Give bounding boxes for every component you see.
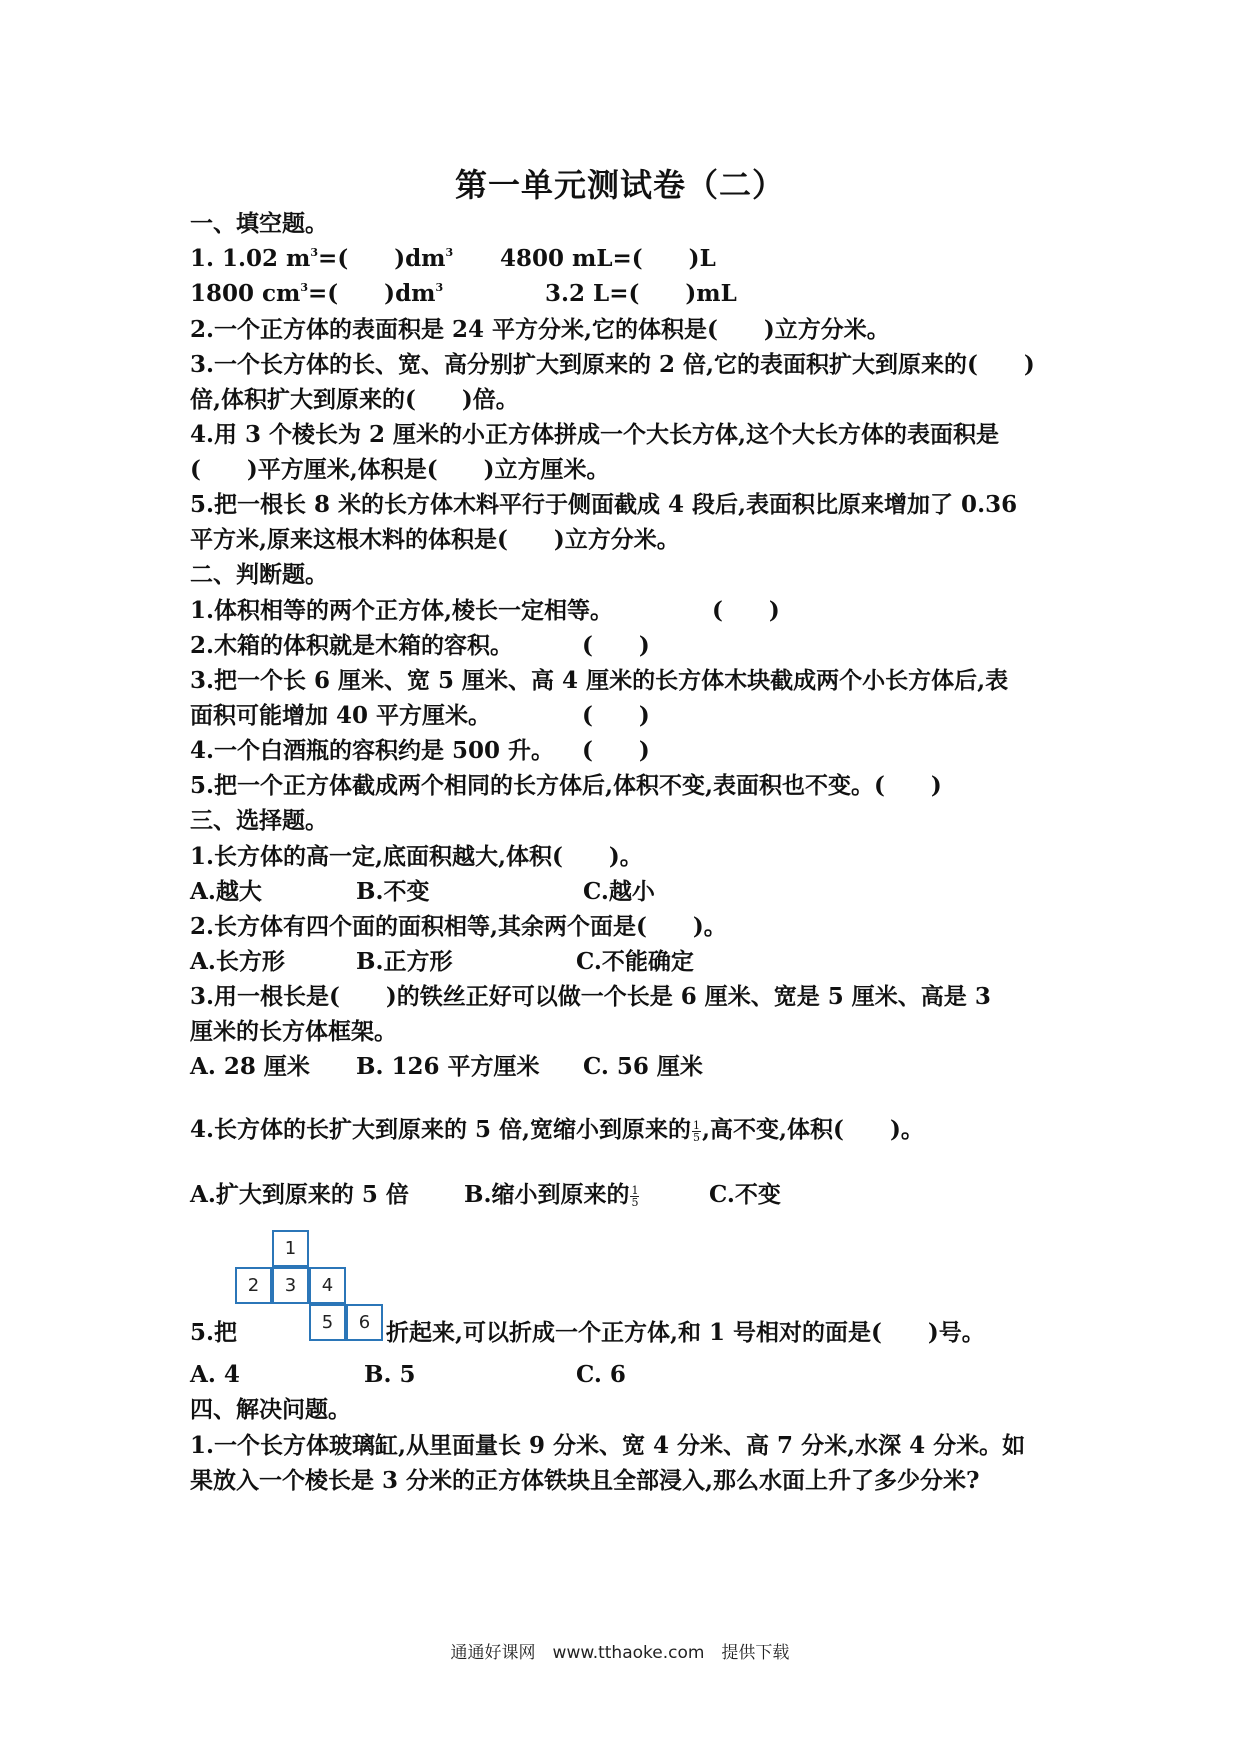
judge-q2-blank: ( ) (582, 632, 650, 659)
section-1-heading: 一、填空题。 (190, 210, 328, 237)
section-4-heading: 四、解决问题。 (190, 1396, 351, 1423)
choice-q3-line2: 厘米的长方体框架。 (190, 1018, 397, 1045)
fill-q2: 2.一个正方体的表面积是 24 平方分米,它的体积是( )立方分米。 (190, 316, 890, 343)
choice-q2-option-b: B.正方形 (356, 948, 453, 975)
judge-q2: 2.木箱的体积就是木箱的容积。 (190, 632, 514, 659)
fill-q3-line1: 3.一个长方体的长、宽、高分别扩大到原来的 2 倍,它的表面积扩大到原来的( ) (190, 351, 1035, 378)
page-title: 第一单元测试卷（二） (454, 166, 785, 204)
fill-q1-part-b: 4800 mL=( )L (500, 245, 716, 272)
fraction-one-fifth-b (630, 1185, 639, 1208)
choice-q5-prefix: 5.把 (190, 1319, 238, 1346)
q1a-text: 1. 1.02 m (190, 245, 311, 272)
choice-q5-text: 折起来,可以折成一个正方体,和 1 号相对的面是( )号。 (386, 1319, 985, 1346)
fill-q1-part-d: 3.2 L=( )mL (545, 280, 737, 307)
fill-q5-line2: 平方米,原来这根木料的体积是( )立方分米。 (190, 526, 680, 553)
fill-q1-part-a (190, 244, 453, 274)
judge-q3-line1: 3.把一个长 6 厘米、宽 5 厘米、高 4 厘米的长方体木块截成两个小长方体后,表 (190, 667, 1009, 694)
choice-q4-option-b-text: B.缩小到原来的 (464, 1181, 630, 1208)
solve-q1-line2: 果放入一个棱长是 3 分米的正方体铁块且全部浸入,那么水面上升了多少分米? (190, 1467, 980, 1494)
choice-q2-option-c: C.不能确定 (576, 948, 694, 975)
fraction-b-denominator: 5 (631, 1195, 639, 1209)
net-face-1: 1 (272, 1230, 309, 1267)
choice-q4 (190, 1115, 924, 1145)
judge-q3-line2: 面积可能增加 40 平方厘米。 (190, 702, 492, 729)
q1a-mid: =( )dm (318, 245, 446, 272)
choice-q3-line1: 3.用一根长是( )的铁丝正好可以做一个长是 6 厘米、宽是 5 厘米、高是 3 (190, 983, 991, 1010)
fill-q5-line1: 5.把一根长 8 米的长方体木料平行于侧面截成 4 段后,表面积比原来增加了 0.36 (190, 491, 1018, 518)
fill-q3-line2: 倍,体积扩大到原来的( )倍。 (190, 386, 519, 413)
page-footer: 通通好课网 www.tthaoke.com 提供下载 (450, 1643, 790, 1663)
choice-q4-text-pre: 4.长方体的长扩大到原来的 5 倍,宽缩小到原来的 (190, 1116, 692, 1143)
choice-q1-option-c: C.越小 (583, 878, 655, 905)
fill-q1-part-c (190, 279, 443, 309)
choice-q4-text-post: ,高不变,体积( )。 (702, 1116, 924, 1143)
solve-q1-line1: 1.一个长方体玻璃缸,从里面量长 9 分米、宽 4 分米、高 7 分米,水深 4 分米。如 (190, 1432, 1026, 1459)
choice-q4-option-c: C.不变 (709, 1181, 781, 1208)
fraction-denominator: 5 (693, 1130, 701, 1144)
choice-q1-option-b: B.不变 (356, 878, 430, 905)
q1c-text: 1800 cm (190, 280, 301, 307)
section-3-heading: 三、选择题。 (190, 807, 328, 834)
choice-q1: 1.长方体的高一定,底面积越大,体积( )。 (190, 843, 643, 870)
q1c-sup2: 3 (435, 281, 444, 294)
choice-q2: 2.长方体有四个面的面积相等,其余两个面是( )。 (190, 913, 727, 940)
net-face-2: 2 (235, 1267, 272, 1304)
choice-q3-option-b: B. 126 平方厘米 (356, 1053, 540, 1080)
q1a-sup: 3 (310, 246, 319, 259)
net-face-4: 4 (309, 1267, 346, 1304)
net-face-5: 5 (309, 1304, 346, 1341)
choice-q5-option-c: C. 6 (576, 1361, 626, 1388)
choice-q3-option-a: A. 28 厘米 (190, 1053, 310, 1080)
judge-q1: 1.体积相等的两个正方体,棱长一定相等。 (190, 597, 614, 624)
choice-q3-option-c: C. 56 厘米 (583, 1053, 703, 1080)
choice-q5-option-a: A. 4 (190, 1361, 240, 1388)
judge-q3-blank: ( ) (582, 702, 650, 729)
net-face-6: 6 (346, 1304, 383, 1341)
q1a-sup2: 3 (445, 246, 454, 259)
choice-q4-option-a: A.扩大到原来的 5 倍 (190, 1181, 409, 1208)
judge-q4: 4.一个白酒瓶的容积约是 500 升。 (190, 737, 555, 764)
choice-q2-option-a: A.长方形 (190, 948, 285, 975)
fraction-numerator: 1 (693, 1118, 701, 1132)
judge-q5: 5.把一个正方体截成两个相同的长方体后,体积不变,表面积也不变。( ) (190, 772, 942, 799)
judge-q1-blank: ( ) (712, 597, 780, 624)
fill-q4-line2: ( )平方厘米,体积是( )立方厘米。 (190, 456, 610, 483)
fill-q4-line1: 4.用 3 个棱长为 2 厘米的小正方体拼成一个大长方体,这个大长方体的表面积是 (190, 421, 1000, 448)
section-2-heading: 二、判断题。 (190, 561, 328, 588)
judge-q4-blank: ( ) (582, 737, 650, 764)
choice-q4-option-b (464, 1180, 640, 1210)
fraction-b-numerator: 1 (631, 1183, 639, 1197)
fraction-one-fifth (692, 1120, 701, 1143)
q1c-sup: 3 (300, 281, 309, 294)
net-face-3: 3 (272, 1267, 309, 1304)
q1c-mid: =( )dm (308, 280, 436, 307)
choice-q1-option-a: A.越大 (190, 878, 262, 905)
choice-q5-option-b: B. 5 (364, 1361, 416, 1388)
